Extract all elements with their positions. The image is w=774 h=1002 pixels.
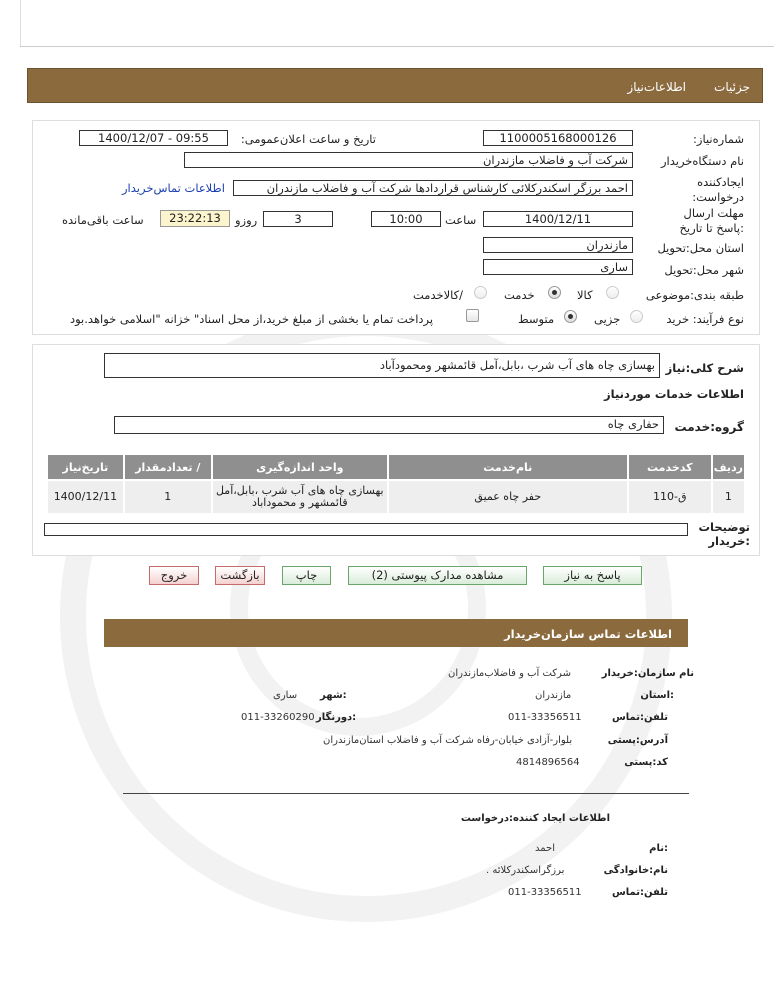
service-group-label: گروه:خدمت (674, 420, 744, 434)
back-button[interactable]: بازگشت (215, 566, 265, 585)
process-medium-label: متوسط (518, 312, 555, 326)
creator-label: ایجادکننده درخواست: (692, 175, 744, 204)
divider (123, 793, 689, 794)
address-label: آدرس:پستی (607, 735, 668, 746)
category-service-label: خدمت (504, 288, 535, 302)
buyer-notes-field (44, 523, 688, 536)
col-row: ردیف (712, 454, 745, 480)
category-goods-service-radio[interactable] (474, 286, 487, 299)
deadline-label: مهلت ارسال :پاسخ تا تاریخ (679, 206, 744, 235)
days-field: 3 (263, 211, 333, 227)
category-goods-service-label: /کالاخدمت (413, 288, 464, 302)
cell-need-date: 1400/12/11 (47, 480, 124, 514)
category-goods-label: کالا (577, 288, 593, 302)
table-row (47, 480, 745, 514)
need-description-label: شرح کلی:نیاز (665, 361, 744, 375)
col-service-code: کدخدمت (628, 454, 712, 480)
view-attachments-button[interactable]: مشاهده مدارک پیوستی (2) (348, 566, 527, 585)
buyer-notes-label: توضیحات :خریدار (698, 520, 750, 548)
process-label: نوع فرآیند: خرید (666, 312, 744, 326)
need-description-field: بهسازی چاه های آب شرب ،بابل،آمل قائمشهر ومحمودآباد (104, 353, 660, 378)
treasury-payment-checkbox[interactable] (466, 309, 479, 322)
divider (20, 0, 21, 46)
days-label: روزو (235, 213, 258, 227)
cell-quantity: 1 (124, 480, 212, 514)
creator-phone-label: تلفن:تماس (611, 887, 668, 898)
creator-info-title: اطلاعات ایجاد کننده:درخواست (460, 813, 610, 824)
service-group-field: حفاری چاه (114, 416, 664, 434)
fax-value: 011-33260290 (241, 712, 315, 723)
divider (20, 46, 774, 47)
col-quantity: / تعدادمقدار (124, 454, 212, 480)
buyer-contact-title: اطلاعات تماس سازمان‌خریدار (504, 627, 672, 641)
remaining-time-field: 23:22:13 (160, 210, 230, 227)
creator-family-label: نام:خانوادگی (603, 865, 668, 876)
tab-details[interactable]: جزئیات (714, 80, 750, 94)
category-goods-radio[interactable] (606, 286, 619, 299)
cell-service-code: ق-110 (628, 480, 712, 514)
process-medium-radio[interactable] (564, 310, 577, 323)
page-header (27, 68, 763, 103)
creator-name-label: :نام (649, 843, 668, 854)
cell-service-name: حفر چاه عمیق (388, 480, 628, 514)
contact-city-value: ساری (273, 690, 298, 701)
need-number-label: شماره‌نیاز: (693, 132, 744, 146)
contact-province-value: مازندران (535, 690, 572, 701)
buyer-org-label: نام دستگاه‌خریدار (660, 154, 744, 168)
province-field: مازندران (483, 237, 633, 253)
postal-label: کد:پستی (624, 757, 668, 768)
buyer-contact-header (104, 619, 688, 647)
fax-label: :دورنگار (316, 712, 357, 723)
creator-field: احمد برزگر اسکندرکلائی کارشناس قراردادها شرکت آب و فاضلاب مازندران (233, 180, 633, 196)
deadline-date-field: 1400/12/11 (483, 211, 633, 227)
services-table (46, 453, 746, 515)
org-label: نام سازمان:خریدار (601, 668, 694, 679)
contact-city-label: :شهر (320, 690, 347, 701)
creator-phone-value: 011-33356511 (508, 887, 582, 898)
contact-phone-label: تلفن:تماس (611, 712, 668, 723)
treasury-payment-note: پرداخت تمام یا بخشی از مبلغ خرید،از محل اسناد" خزانه "اسلامی خواهد.بود (70, 312, 434, 326)
contact-province-label: :استان (640, 690, 674, 701)
buyer-contact-link[interactable]: اطلاعات تماس‌خریدار (122, 181, 225, 195)
deadline-time-label: ساعت (445, 213, 477, 227)
category-label: طبقه بندی:موضوعی (645, 288, 744, 302)
cell-unit: بهسازی چاه های آب شرب ،بابل،آمل قائمشهر و محموداباد (212, 480, 388, 514)
need-number-field: 1100005168000126 (483, 130, 633, 146)
creator-family-value: برزگراسکندرکلائه . (486, 865, 565, 876)
province-label: استان محل:تحویل (657, 241, 744, 255)
process-minor-label: جزیی (594, 312, 621, 326)
col-need-date: تاریخ‌نیاز (47, 454, 124, 480)
col-service-name: نام‌خدمت (388, 454, 628, 480)
table-header-row (47, 454, 745, 480)
tab-need-info[interactable]: اطلاعات‌نیاز (627, 80, 686, 94)
announce-label: تاریخ و ساعت اعلان‌عمومی: (240, 132, 376, 146)
col-unit: واحد اندازه‌گیری (212, 454, 388, 480)
services-title: اطلاعات خدمات موردنیاز (604, 387, 744, 401)
contact-phone-value: 011-33356511 (508, 712, 582, 723)
remaining-label: ساعت باقی‌مانده (62, 213, 144, 227)
print-button[interactable]: چاپ (282, 566, 331, 585)
reply-button[interactable]: پاسخ به نیاز (543, 566, 642, 585)
deadline-time-field: 10:00 (371, 211, 441, 227)
city-field: ساری (483, 259, 633, 275)
org-value: شرکت آب و فاضلاب‌مازندران (448, 668, 571, 679)
creator-name-value: احمد (535, 843, 555, 854)
announce-field: 1400/12/07 - 09:55 (79, 130, 228, 146)
city-label: شهر محل:تحویل (664, 263, 744, 277)
buyer-org-field: شرکت آب و فاضلاب مازندران (184, 152, 633, 168)
category-service-radio[interactable] (548, 286, 561, 299)
process-minor-radio[interactable] (630, 310, 643, 323)
cell-row: 1 (712, 480, 745, 514)
address-value: بلوار-آزادی خیابان-رفاه شرکت آب و فاضلاب استان‌مازندران (323, 735, 573, 746)
exit-button[interactable]: خروج (149, 566, 199, 585)
postal-value: 4814896564 (516, 757, 580, 768)
